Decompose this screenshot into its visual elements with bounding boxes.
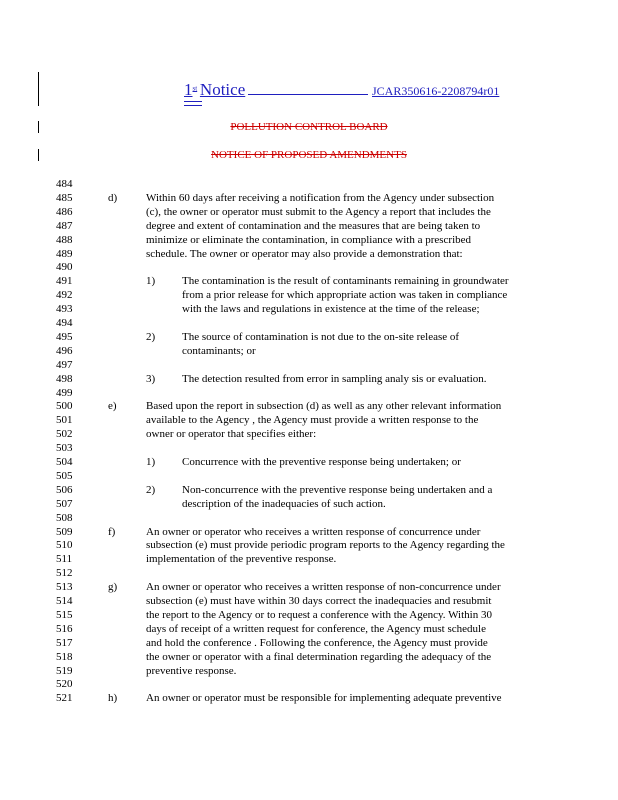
line-number: 505 xyxy=(56,469,73,482)
line-number: 517 xyxy=(56,636,73,649)
item-label: 1) xyxy=(146,275,156,288)
board-title: POLLUTION CONTROL BOARD xyxy=(230,121,388,133)
line-number: 504 xyxy=(56,456,73,468)
line-text: (c), the owner or operator must submit to the Agency a report that includes the xyxy=(146,205,491,218)
item-label: f) xyxy=(108,525,116,538)
notice-number: 1 xyxy=(184,80,193,99)
line-text: minimize or eliminate the contamination, in compliance with a prescribed xyxy=(146,233,472,246)
line-text: the report to the Agency or to request a conference with the Agency. Within 30 xyxy=(146,608,492,621)
line-text: An owner or operator who receives a written response of non-concurrence under xyxy=(146,581,501,594)
line-text: days of receipt of a written request for conference, the Agency must schedule xyxy=(146,622,486,635)
item-label: h) xyxy=(108,692,118,705)
line-number: 518 xyxy=(56,650,73,663)
line-number: 484 xyxy=(56,178,73,190)
line-text: contaminants; or xyxy=(182,344,256,357)
line-number: 490 xyxy=(56,261,73,274)
line-text: from a prior release for which appropriate action was taken in compliance xyxy=(182,289,508,302)
line-number: 509 xyxy=(56,525,73,538)
line-text: and hold the conference . Following the conference, the Agency must provide xyxy=(146,636,488,649)
line-number: 488 xyxy=(56,233,73,246)
item-label: e) xyxy=(108,400,117,413)
line-number: 506 xyxy=(56,483,73,496)
line-text: Concurrence with the preventive response being undertaken; or xyxy=(182,456,461,468)
line-number: 520 xyxy=(56,678,73,691)
line-number: 487 xyxy=(56,219,73,232)
item-label: g) xyxy=(108,581,118,594)
line-number: 514 xyxy=(56,595,73,607)
line-number: 512 xyxy=(56,567,73,580)
notice-header xyxy=(184,80,508,100)
line-text: The source of contamination is not due to the on-site release of xyxy=(182,330,460,343)
line-text: The detection resulted from error in sampling analy sis or evaluation. xyxy=(182,372,487,385)
line-number: 519 xyxy=(56,664,73,677)
line-text: schedule. The owner or operator may also provide a demonstration that: xyxy=(146,247,463,260)
notice-word: Notice xyxy=(199,80,246,99)
line-number: 494 xyxy=(56,317,73,329)
line-number: 491 xyxy=(56,275,73,288)
notice-subtitle: NOTICE OF PROPOSED AMENDMENTS xyxy=(211,149,407,161)
notice-suffix: st xyxy=(192,84,198,93)
line-text: Based upon the report in subsection (d) as well as any other relevant information xyxy=(146,400,502,413)
line-number: 496 xyxy=(56,344,73,357)
line-text: degree and extent of contamination and the measures that are being taken to xyxy=(146,219,481,232)
item-label: 2) xyxy=(146,483,156,496)
line-number: 502 xyxy=(56,428,73,441)
line-number: 508 xyxy=(56,511,73,524)
line-number: 486 xyxy=(56,205,73,218)
line-number: 500 xyxy=(56,400,73,413)
item-label: 1) xyxy=(146,456,156,468)
line-number: 495 xyxy=(56,330,73,343)
line-text: implementation of the preventive response. xyxy=(146,553,337,566)
line-number: 499 xyxy=(56,386,73,399)
underline-gap xyxy=(248,82,368,95)
line-text: Within 60 days after receiving a notification from the Agency under subsection xyxy=(146,191,495,204)
line-text: with the laws and regulations in existence at the time of the release; xyxy=(182,303,480,316)
double-underline xyxy=(184,101,202,106)
line-number: 489 xyxy=(56,247,73,260)
line-number: 510 xyxy=(56,539,73,552)
line-text: preventive response. xyxy=(146,664,237,677)
line-text: An owner or operator who receives a written response of concurrence under xyxy=(146,525,481,538)
line-number: 493 xyxy=(56,303,73,316)
line-number: 485 xyxy=(56,191,73,204)
line-number: 511 xyxy=(56,553,73,566)
line-text: An owner or operator must be responsible for implementing adequate preventive xyxy=(146,692,502,705)
line-text: subsection (e) must provide periodic program reports to the Agency regarding the xyxy=(146,539,505,552)
change-bar xyxy=(38,72,39,106)
line-number: 507 xyxy=(56,497,73,510)
line-number: 516 xyxy=(56,622,73,635)
line-text: The contamination is the result of contaminants remaining in groundwater xyxy=(182,275,509,288)
item-label: d) xyxy=(108,191,118,204)
line-text: description of the inadequacies of such action. xyxy=(182,497,386,510)
line-text: owner or operator that specifies either: xyxy=(146,428,317,441)
line-text: the owner or operator with a final determination regarding the adequacy of the xyxy=(146,650,492,663)
line-text: available to the Agency , the Agency must provide a written response to the xyxy=(146,414,479,427)
line-number: 492 xyxy=(56,289,73,302)
doc-id: JCAR350616-2208794r01 xyxy=(372,84,500,98)
line-number: 515 xyxy=(56,608,73,621)
line-number: 498 xyxy=(56,372,73,385)
line-number: 521 xyxy=(56,692,73,705)
item-label: 3) xyxy=(146,372,156,385)
line-number: 501 xyxy=(56,414,73,427)
line-text: Non-concurrence with the preventive response being undertaken and a xyxy=(182,483,493,496)
line-number: 503 xyxy=(56,442,73,455)
line-number: 497 xyxy=(56,358,73,371)
line-number: 513 xyxy=(56,581,73,594)
line-text: subsection (e) must have within 30 days correct the inadequacies and resubmit xyxy=(146,595,492,607)
item-label: 2) xyxy=(146,330,156,343)
